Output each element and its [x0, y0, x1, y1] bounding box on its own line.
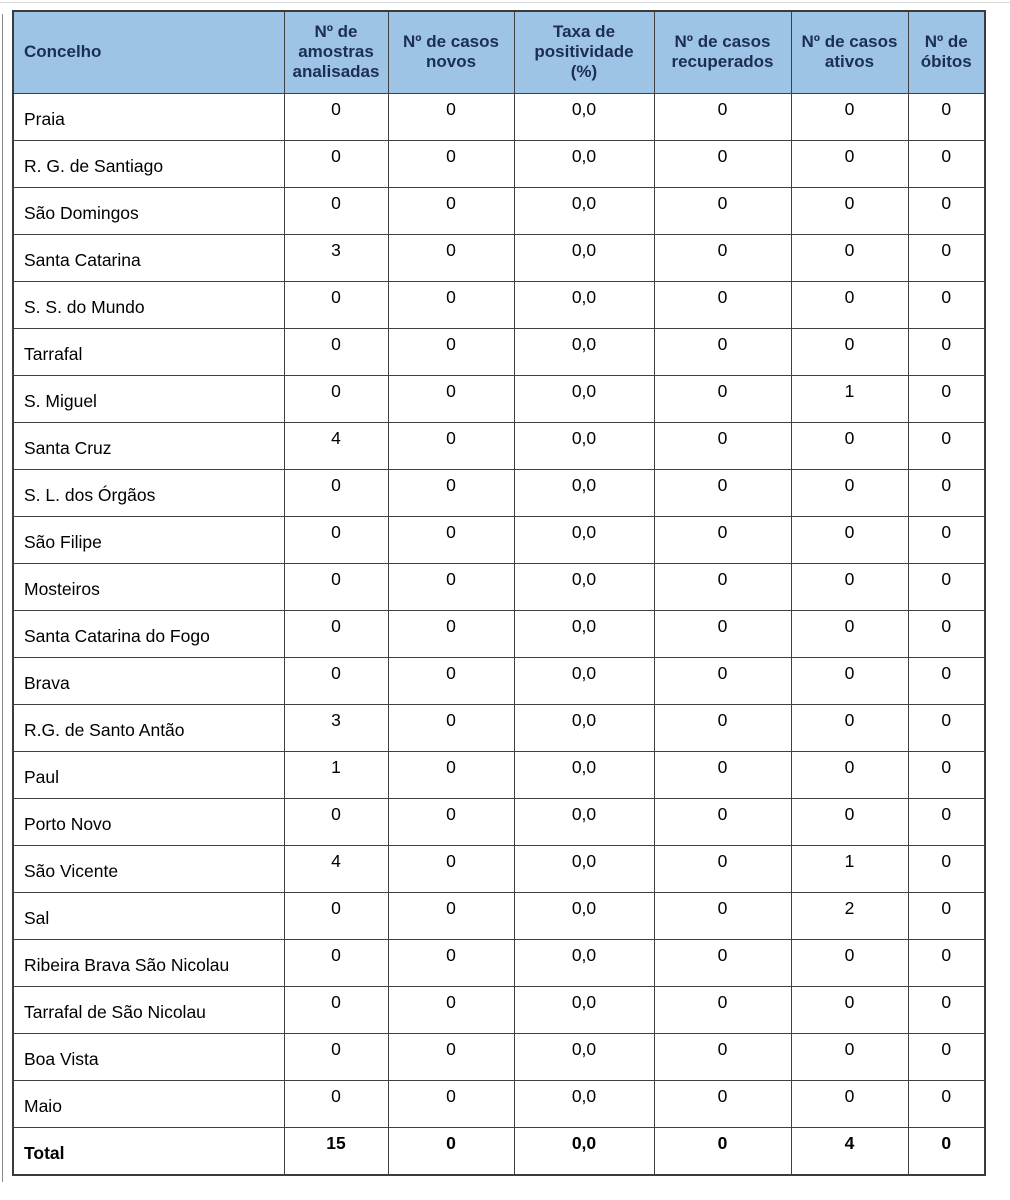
cell-ativos: 0 — [791, 986, 908, 1033]
cell-amostras: 0 — [284, 939, 388, 986]
cell-concelho: Praia — [13, 93, 284, 140]
column-header-taxa: Taxa de positividade (%) — [514, 11, 654, 93]
page-edge-top-line — [0, 2, 1010, 3]
cell-recuperados: 0 — [654, 375, 791, 422]
cell-amostras: 0 — [284, 1033, 388, 1080]
cell-obitos: 0 — [908, 234, 985, 281]
cell-amostras: 4 — [284, 422, 388, 469]
table-row — [13, 892, 985, 939]
cell-concelho: Santa Catarina — [13, 234, 284, 281]
total-cell-amostras: 15 — [284, 1127, 388, 1175]
cell-novos: 0 — [388, 328, 514, 375]
cell-amostras: 0 — [284, 375, 388, 422]
cell-taxa: 0,0 — [514, 986, 654, 1033]
cell-concelho: Santa Catarina do Fogo — [13, 610, 284, 657]
cell-recuperados: 0 — [654, 187, 791, 234]
cell-concelho: Maio — [13, 1080, 284, 1127]
cell-concelho: R. G. de Santiago — [13, 140, 284, 187]
cell-recuperados: 0 — [654, 516, 791, 563]
cell-amostras: 0 — [284, 140, 388, 187]
table-row — [13, 422, 985, 469]
cell-novos: 0 — [388, 845, 514, 892]
table-row — [13, 140, 985, 187]
cell-obitos: 0 — [908, 281, 985, 328]
table-row — [13, 845, 985, 892]
cell-taxa: 0,0 — [514, 328, 654, 375]
cell-novos: 0 — [388, 563, 514, 610]
cell-novos: 0 — [388, 892, 514, 939]
cell-recuperados: 0 — [654, 845, 791, 892]
cell-novos: 0 — [388, 93, 514, 140]
cell-taxa: 0,0 — [514, 1033, 654, 1080]
total-row — [13, 1127, 985, 1175]
cell-recuperados: 0 — [654, 469, 791, 516]
cell-concelho: S. S. do Mundo — [13, 281, 284, 328]
cell-novos: 0 — [388, 798, 514, 845]
cell-obitos: 0 — [908, 845, 985, 892]
column-header-ativos: Nº de casos ativos — [791, 11, 908, 93]
cell-novos: 0 — [388, 939, 514, 986]
cell-ativos: 0 — [791, 140, 908, 187]
cell-ativos: 1 — [791, 375, 908, 422]
total-cell-concelho: Total — [13, 1127, 284, 1175]
cell-novos: 0 — [388, 1033, 514, 1080]
cell-obitos: 0 — [908, 375, 985, 422]
cell-concelho: S. Miguel — [13, 375, 284, 422]
cell-taxa: 0,0 — [514, 845, 654, 892]
cell-obitos: 0 — [908, 751, 985, 798]
cell-ativos: 0 — [791, 234, 908, 281]
cell-amostras: 0 — [284, 469, 388, 516]
table-row — [13, 1033, 985, 1080]
cell-novos: 0 — [388, 657, 514, 704]
cell-ativos: 0 — [791, 281, 908, 328]
header-row — [13, 11, 985, 93]
cell-recuperados: 0 — [654, 422, 791, 469]
cell-ativos: 0 — [791, 469, 908, 516]
cell-ativos: 0 — [791, 516, 908, 563]
cell-taxa: 0,0 — [514, 704, 654, 751]
cell-recuperados: 0 — [654, 140, 791, 187]
cell-taxa: 0,0 — [514, 187, 654, 234]
cell-novos: 0 — [388, 986, 514, 1033]
cell-ativos: 0 — [791, 563, 908, 610]
table-row — [13, 1080, 985, 1127]
cell-amostras: 4 — [284, 845, 388, 892]
column-header-obitos: Nº de óbitos — [908, 11, 985, 93]
cell-recuperados: 0 — [654, 1033, 791, 1080]
cell-taxa: 0,0 — [514, 93, 654, 140]
cell-ativos: 0 — [791, 657, 908, 704]
cell-obitos: 0 — [908, 422, 985, 469]
cell-amostras: 0 — [284, 328, 388, 375]
table-body — [13, 93, 985, 1127]
cell-taxa: 0,0 — [514, 563, 654, 610]
cell-ativos: 0 — [791, 798, 908, 845]
cell-recuperados: 0 — [654, 281, 791, 328]
concelhos-table — [12, 10, 986, 1176]
cell-obitos: 0 — [908, 1033, 985, 1080]
table-row — [13, 328, 985, 375]
cell-amostras: 3 — [284, 704, 388, 751]
table-row — [13, 610, 985, 657]
cell-obitos: 0 — [908, 939, 985, 986]
cell-obitos: 0 — [908, 93, 985, 140]
cell-taxa: 0,0 — [514, 281, 654, 328]
cell-obitos: 0 — [908, 610, 985, 657]
cell-concelho: Tarrafal — [13, 328, 284, 375]
cell-obitos: 0 — [908, 1080, 985, 1127]
cell-obitos: 0 — [908, 892, 985, 939]
cell-taxa: 0,0 — [514, 422, 654, 469]
cell-recuperados: 0 — [654, 1080, 791, 1127]
table-row — [13, 187, 985, 234]
cell-obitos: 0 — [908, 563, 985, 610]
cell-ativos: 0 — [791, 187, 908, 234]
cell-amostras: 0 — [284, 187, 388, 234]
cell-novos: 0 — [388, 140, 514, 187]
cell-taxa: 0,0 — [514, 140, 654, 187]
cell-ativos: 0 — [791, 328, 908, 375]
cell-ativos: 0 — [791, 704, 908, 751]
column-header-novos: Nº de casos novos — [388, 11, 514, 93]
cell-novos: 0 — [388, 422, 514, 469]
cell-amostras: 1 — [284, 751, 388, 798]
cell-concelho: São Filipe — [13, 516, 284, 563]
cell-taxa: 0,0 — [514, 610, 654, 657]
cell-obitos: 0 — [908, 798, 985, 845]
cell-concelho: Ribeira Brava São Nicolau — [13, 939, 284, 986]
table-row — [13, 234, 985, 281]
table-row — [13, 93, 985, 140]
cell-concelho: R.G. de Santo Antão — [13, 704, 284, 751]
cell-concelho: Santa Cruz — [13, 422, 284, 469]
cell-novos: 0 — [388, 610, 514, 657]
cell-amostras: 0 — [284, 657, 388, 704]
column-header-concelho: Concelho — [13, 11, 284, 93]
cell-taxa: 0,0 — [514, 469, 654, 516]
table-header — [13, 11, 985, 93]
column-header-recuperados: Nº de casos recuperados — [654, 11, 791, 93]
table-row — [13, 375, 985, 422]
cell-novos: 0 — [388, 751, 514, 798]
cell-recuperados: 0 — [654, 704, 791, 751]
cell-ativos: 2 — [791, 892, 908, 939]
cell-concelho: Porto Novo — [13, 798, 284, 845]
cell-taxa: 0,0 — [514, 751, 654, 798]
page-edge-left-line — [2, 14, 3, 1182]
cell-amostras: 0 — [284, 281, 388, 328]
cell-taxa: 0,0 — [514, 1080, 654, 1127]
cell-amostras: 0 — [284, 1080, 388, 1127]
cell-novos: 0 — [388, 187, 514, 234]
total-cell-ativos: 4 — [791, 1127, 908, 1175]
cell-obitos: 0 — [908, 328, 985, 375]
cell-obitos: 0 — [908, 469, 985, 516]
cell-concelho: Brava — [13, 657, 284, 704]
cell-taxa: 0,0 — [514, 892, 654, 939]
total-cell-obitos: 0 — [908, 1127, 985, 1175]
table-footer — [13, 1127, 985, 1175]
table-row — [13, 469, 985, 516]
cell-concelho: Mosteiros — [13, 563, 284, 610]
column-header-amostras: Nº de amostras analisadas — [284, 11, 388, 93]
cell-concelho: Tarrafal de São Nicolau — [13, 986, 284, 1033]
cell-amostras: 0 — [284, 798, 388, 845]
cell-amostras: 0 — [284, 516, 388, 563]
cell-novos: 0 — [388, 375, 514, 422]
cell-novos: 0 — [388, 704, 514, 751]
cell-amostras: 3 — [284, 234, 388, 281]
table-row — [13, 563, 985, 610]
cell-taxa: 0,0 — [514, 516, 654, 563]
cell-novos: 0 — [388, 516, 514, 563]
cell-ativos: 0 — [791, 751, 908, 798]
cell-recuperados: 0 — [654, 939, 791, 986]
table-row — [13, 798, 985, 845]
cell-amostras: 0 — [284, 610, 388, 657]
table-row — [13, 704, 985, 751]
cell-novos: 0 — [388, 469, 514, 516]
cell-recuperados: 0 — [654, 234, 791, 281]
table-row — [13, 939, 985, 986]
cell-concelho: Sal — [13, 892, 284, 939]
cell-amostras: 0 — [284, 986, 388, 1033]
cell-taxa: 0,0 — [514, 798, 654, 845]
cell-taxa: 0,0 — [514, 939, 654, 986]
cell-ativos: 0 — [791, 93, 908, 140]
cell-recuperados: 0 — [654, 657, 791, 704]
table-row — [13, 986, 985, 1033]
cell-recuperados: 0 — [654, 328, 791, 375]
cell-concelho: S. L. dos Órgãos — [13, 469, 284, 516]
cell-amostras: 0 — [284, 892, 388, 939]
cell-concelho: São Vicente — [13, 845, 284, 892]
cell-recuperados: 0 — [654, 986, 791, 1033]
table-row — [13, 281, 985, 328]
cell-recuperados: 0 — [654, 798, 791, 845]
cell-ativos: 0 — [791, 610, 908, 657]
cell-concelho: Paul — [13, 751, 284, 798]
cell-ativos: 0 — [791, 1033, 908, 1080]
cell-ativos: 0 — [791, 939, 908, 986]
total-cell-recuperados: 0 — [654, 1127, 791, 1175]
cell-novos: 0 — [388, 1080, 514, 1127]
cell-recuperados: 0 — [654, 751, 791, 798]
cell-obitos: 0 — [908, 986, 985, 1033]
total-cell-taxa: 0,0 — [514, 1127, 654, 1175]
table-row — [13, 751, 985, 798]
cell-ativos: 0 — [791, 1080, 908, 1127]
cell-taxa: 0,0 — [514, 375, 654, 422]
cell-recuperados: 0 — [654, 892, 791, 939]
cell-taxa: 0,0 — [514, 657, 654, 704]
cell-ativos: 1 — [791, 845, 908, 892]
cell-obitos: 0 — [908, 704, 985, 751]
cell-obitos: 0 — [908, 187, 985, 234]
cell-concelho: Boa Vista — [13, 1033, 284, 1080]
cell-novos: 0 — [388, 234, 514, 281]
cell-amostras: 0 — [284, 93, 388, 140]
cell-recuperados: 0 — [654, 610, 791, 657]
cell-novos: 0 — [388, 281, 514, 328]
cell-obitos: 0 — [908, 516, 985, 563]
cell-ativos: 0 — [791, 422, 908, 469]
cell-obitos: 0 — [908, 140, 985, 187]
cell-taxa: 0,0 — [514, 234, 654, 281]
cell-recuperados: 0 — [654, 93, 791, 140]
cell-recuperados: 0 — [654, 563, 791, 610]
cell-amostras: 0 — [284, 563, 388, 610]
total-cell-novos: 0 — [388, 1127, 514, 1175]
table-row — [13, 516, 985, 563]
cell-obitos: 0 — [908, 657, 985, 704]
cell-concelho: São Domingos — [13, 187, 284, 234]
table-row — [13, 657, 985, 704]
